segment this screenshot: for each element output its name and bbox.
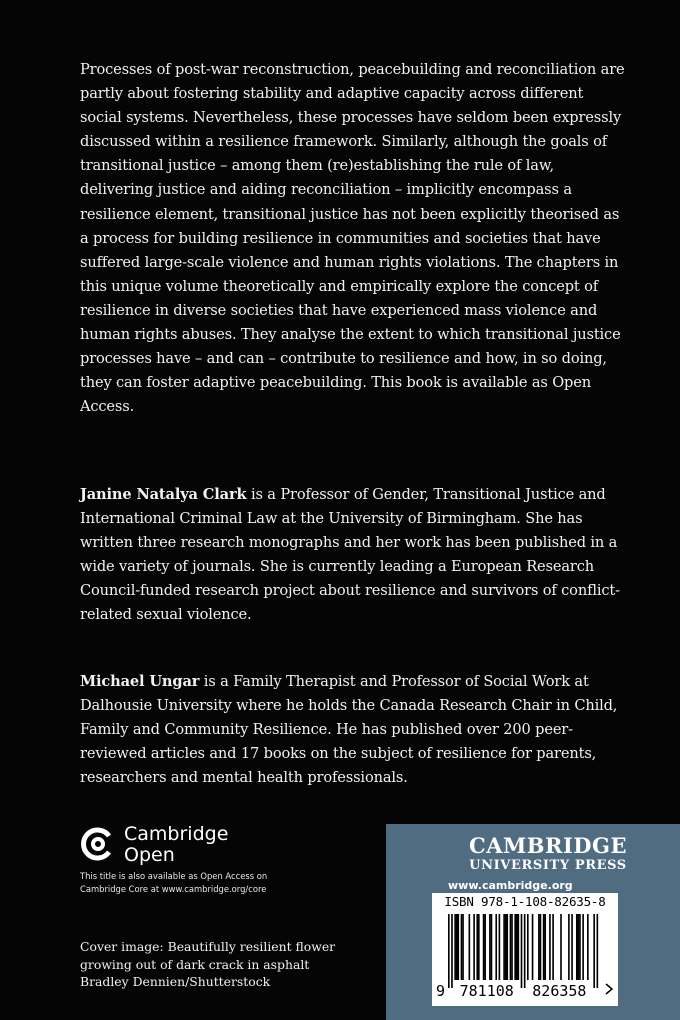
barcode-bar xyxy=(593,914,595,988)
barcode-bar xyxy=(516,914,518,980)
barcode-bar xyxy=(483,914,485,980)
barcode-bar xyxy=(538,914,540,980)
barcode-bar xyxy=(491,914,493,980)
barcode-bar xyxy=(521,914,523,988)
barcode-bar xyxy=(582,914,584,980)
barcode-bar xyxy=(587,914,589,980)
barcode-bar xyxy=(543,914,545,980)
publisher-url: www.cambridge.org xyxy=(448,879,573,892)
barcode-digits-right: 826358 xyxy=(532,982,587,1000)
barcode-digit-first: 9 xyxy=(436,982,446,1000)
barcode-bar xyxy=(448,914,450,988)
cover-image-credit xyxy=(80,938,360,991)
barcode-bar xyxy=(532,914,534,980)
barcode-bar xyxy=(457,914,459,980)
barcode-bar xyxy=(499,914,501,980)
cambridge-open-line2: Open xyxy=(124,844,175,866)
barcode-bar xyxy=(503,914,505,980)
cover-credit-line2: growing out of dark crack in asphalt xyxy=(80,956,310,972)
barcode-quiet-zone-icon xyxy=(606,984,612,994)
barcode-bar xyxy=(552,914,554,980)
cover-credit-line1: Cover image: Beautifully resilient flower xyxy=(80,939,336,954)
barcode-bar xyxy=(568,914,570,980)
barcode-digits-left: 781108 xyxy=(459,982,514,1000)
publisher-name-line1: CAMBRIDGE xyxy=(469,833,627,858)
barcode-bar xyxy=(469,914,471,980)
barcode-bar xyxy=(461,914,463,980)
barcode-bar xyxy=(560,914,562,980)
barcode-bar xyxy=(489,914,491,980)
barcode-bar xyxy=(544,914,546,980)
barcode-bar xyxy=(579,914,581,980)
publisher-logo xyxy=(448,834,648,873)
isbn-label: ISBN 978-1-108-82635-8 xyxy=(444,894,606,909)
barcode-bar xyxy=(451,914,453,988)
barcode-bar xyxy=(495,914,497,980)
barcode-bar xyxy=(456,914,458,980)
barcode-bar xyxy=(511,914,513,980)
barcode-bar xyxy=(462,914,464,980)
author-bio-text-ungar: is a Family Therapist and Professor of Social Work at Dalhousie University where he holds the Canada Research Chair in Child, Family and Community Resilience. He has published over 200 peer-reviewed articles and 17 books on the subject of resilience for parents, researchers and mental health professionals. xyxy=(80,673,618,787)
barcode-bar xyxy=(540,914,542,980)
author-name-clark: Janine Natalya Clark xyxy=(80,486,247,503)
open-access-note-line2: Cambridge Core at www.cambridge.org/core xyxy=(80,884,267,894)
barcode-bar xyxy=(510,914,512,980)
author-bio-text-clark: is a Professor of Gender, Transitional Justice and International Criminal Law at the University of Birmingham. She has written three research monographs and her work has been published in a wide variety of journals. She is currently leading a European Research Council-funded research project about resilience and survivors of conflict-related sexual violence. xyxy=(80,486,620,624)
cambridge-open-logo xyxy=(80,824,300,868)
barcode-bar xyxy=(484,914,486,980)
barcode-bar xyxy=(571,914,573,980)
barcode-bar xyxy=(473,914,475,980)
barcode-bar xyxy=(527,914,529,980)
barcode-bar xyxy=(505,914,507,980)
cover-credit-line3: Bradley Dennien/Shutterstock xyxy=(80,974,271,989)
barcode-bar xyxy=(549,914,551,980)
barcode-bar xyxy=(506,914,508,980)
barcode-bar xyxy=(578,914,580,980)
barcode-bar xyxy=(454,914,456,980)
book-description: Processes of post-war reconstruction, peacebuilding and reconciliation are partly about fostering stability and adaptive capacity across different social systems. Nevertheless, these processes have seldom been expressly discussed within a resilience framework. Similarly, although the goals of transitional justice – among them (re)establishing the rule of law, delivering justice and aiding reconciliation – implicitly encompass a resilience element, transitional justice has not been explicitly theorised as a process for building resilience in communities and societies that have suffered large-scale violence and human rights violations. The chapters in this unique volume theoretically and empirically explore the concept of resilience in diverse societies that have experienced mass violence and human rights abuses. They analyse the extent to which transitional justice processes have – and can – contribute to resilience and how, in so doing, they can foster adaptive peacebuilding. This book is available as Open Access. xyxy=(80,61,625,416)
open-access-note xyxy=(80,870,340,896)
open-access-note-line1: This title is also available as Open Access on xyxy=(80,871,268,881)
barcode-bar xyxy=(514,914,516,980)
author-bio-clark xyxy=(80,483,625,628)
author-name-ungar: Michael Ungar xyxy=(80,673,200,690)
isbn-barcode xyxy=(432,893,618,1006)
cambridge-open-wordmark xyxy=(124,824,228,866)
barcode-graphic xyxy=(432,911,618,1006)
cambridge-open-line1: Cambridge xyxy=(124,823,229,845)
cambridge-open-mark-icon xyxy=(80,826,116,862)
barcode-bar xyxy=(597,914,599,988)
barcode-bar xyxy=(476,914,478,980)
barcode-bar xyxy=(576,914,578,980)
barcode-bar xyxy=(524,914,526,988)
publisher-name-line2: UNIVERSITY PRESS xyxy=(469,858,627,873)
barcode-bar xyxy=(478,914,480,980)
author-bio-ungar xyxy=(80,670,625,790)
barcode-bar xyxy=(518,914,520,980)
